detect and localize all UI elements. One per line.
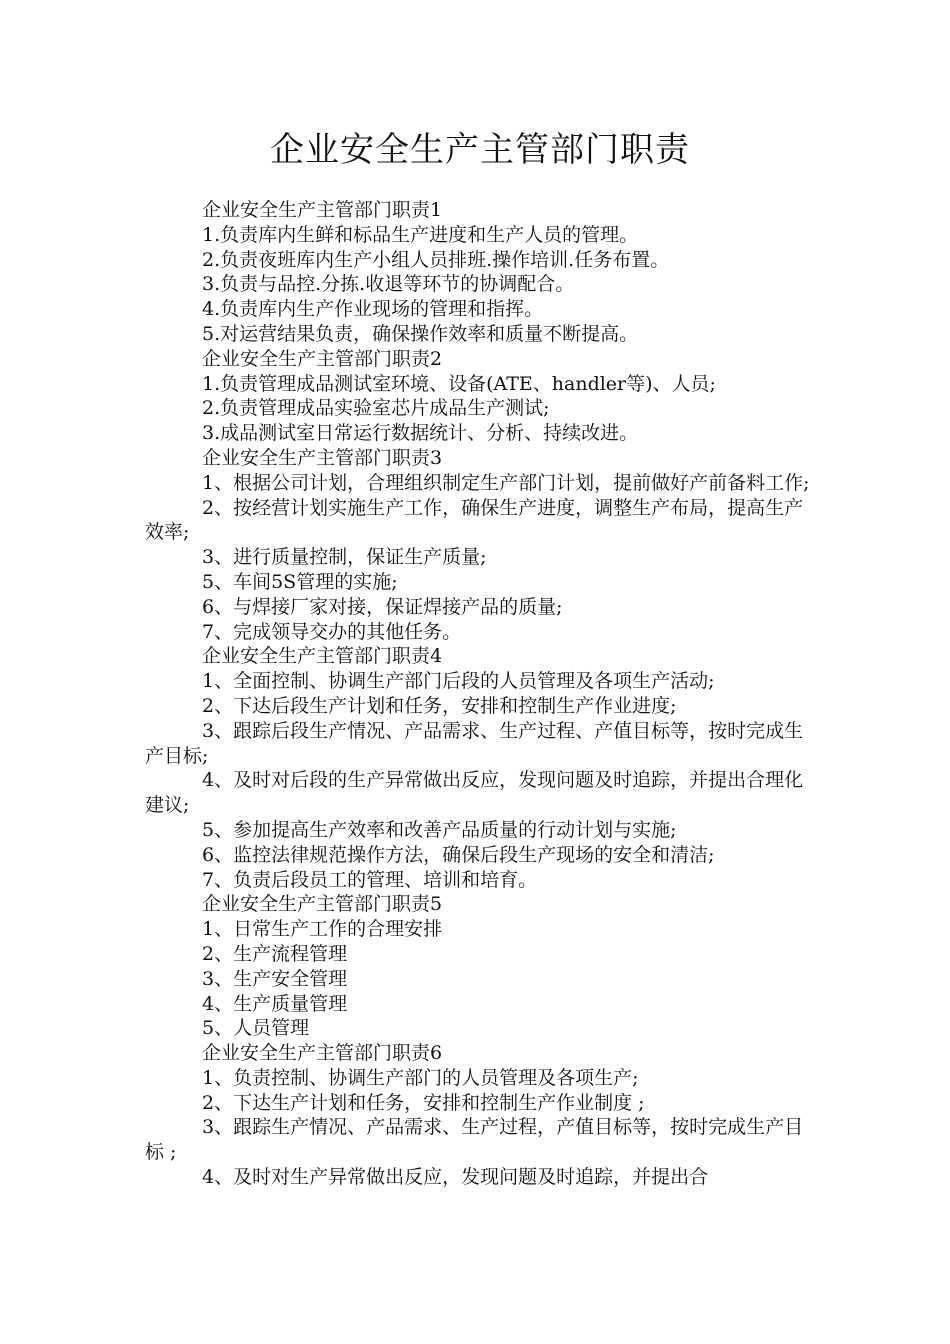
duty-item: 1、日常生产工作的合理安排	[202, 918, 443, 941]
section-heading: 企业安全生产主管部门职责4	[202, 645, 443, 668]
duty-item: 2.负责夜班库内生产小组人员排班.操作培训.任务布置。	[202, 248, 670, 271]
duty-item: 7、负责后段员工的管理、培训和培育。	[202, 868, 538, 891]
duty-item: 2.负责管理成品实验室芯片成品生产测试;	[202, 397, 550, 420]
duty-item: 4、及时对后段的生产异常做出反应，发现问题及时追踪，并提出合理化建议;	[145, 769, 804, 817]
duty-item: 1、负责控制、协调生产部门的人员管理及各项生产;	[202, 1066, 639, 1089]
page-title: 企业安全生产主管部门职责	[270, 130, 690, 170]
duty-item: 3、生产安全管理	[202, 967, 348, 990]
duty-item: 3.负责与品控.分拣.收退等环节的协调配合。	[202, 273, 575, 296]
duty-item: 6、监控法律规范操作方法，确保后段生产现场的安全和清洁;	[202, 843, 715, 866]
duty-item: 4、生产质量管理	[202, 992, 348, 1015]
section-heading: 企业安全生产主管部门职责5	[202, 893, 443, 916]
duty-item: 3.成品测试室日常运行数据统计、分析、持续改进。	[202, 422, 639, 445]
duty-item: 5、车间5S管理的实施;	[202, 570, 398, 593]
section-heading: 企业安全生产主管部门职责2	[202, 347, 443, 370]
duty-item: 5、人员管理	[202, 1017, 310, 1040]
duty-item: 1、全面控制、协调生产部门后段的人员管理及各项生产活动;	[202, 670, 715, 693]
duty-item: 3、跟踪后段生产情况、产品需求、生产过程、产值目标等，按时完成生产目标;	[145, 719, 804, 767]
duty-item: 4.负责库内生产作业现场的管理和指挥。	[202, 298, 544, 321]
duty-item: 2、下达后段生产计划和任务，安排和控制生产作业进度;	[202, 694, 677, 717]
duty-item: 2、按经营计划实施生产工作，确保生产进度，调整生产布局，提高生产效率;	[145, 496, 804, 544]
duty-item: 2、下达生产计划和任务，安排和控制生产作业制度 ;	[202, 1091, 645, 1114]
duty-item: 2、生产流程管理	[202, 942, 348, 965]
duty-item: 4、及时对生产异常做出反应，发现问题及时追踪，并提出合	[202, 1166, 709, 1189]
section-heading: 企业安全生产主管部门职责3	[202, 446, 443, 469]
duty-item: 1.负责库内生鲜和标品生产进度和生产人员的管理。	[202, 223, 639, 246]
duty-item: 1、根据公司计划，合理组织制定生产部门计划，提前做好产前备料工作;	[202, 471, 810, 494]
duty-item: 5、参加提高生产效率和改善产品质量的行动计划与实施;	[202, 818, 677, 841]
document-page	[145, 128, 815, 1190]
duty-item: 1.负责管理成品测试室环境、设备(ATE、handler等)、人员;	[202, 372, 716, 395]
duty-item: 7、完成领导交办的其他任务。	[202, 620, 462, 643]
document-body	[145, 198, 815, 1190]
section-heading: 企业安全生产主管部门职责6	[202, 1042, 443, 1065]
duty-item: 3、跟踪生产情况、产品需求、生产过程，产值目标等，按时完成生产目标 ;	[145, 1116, 804, 1164]
duty-item: 6、与焊接厂家对接，保证焊接产品的质量;	[202, 595, 563, 618]
duty-item: 3、进行质量控制，保证生产质量;	[202, 546, 487, 569]
section-heading: 企业安全生产主管部门职责1	[202, 199, 443, 221]
duty-item: 5.对运营结果负责，确保操作效率和质量不断提高。	[202, 322, 639, 345]
